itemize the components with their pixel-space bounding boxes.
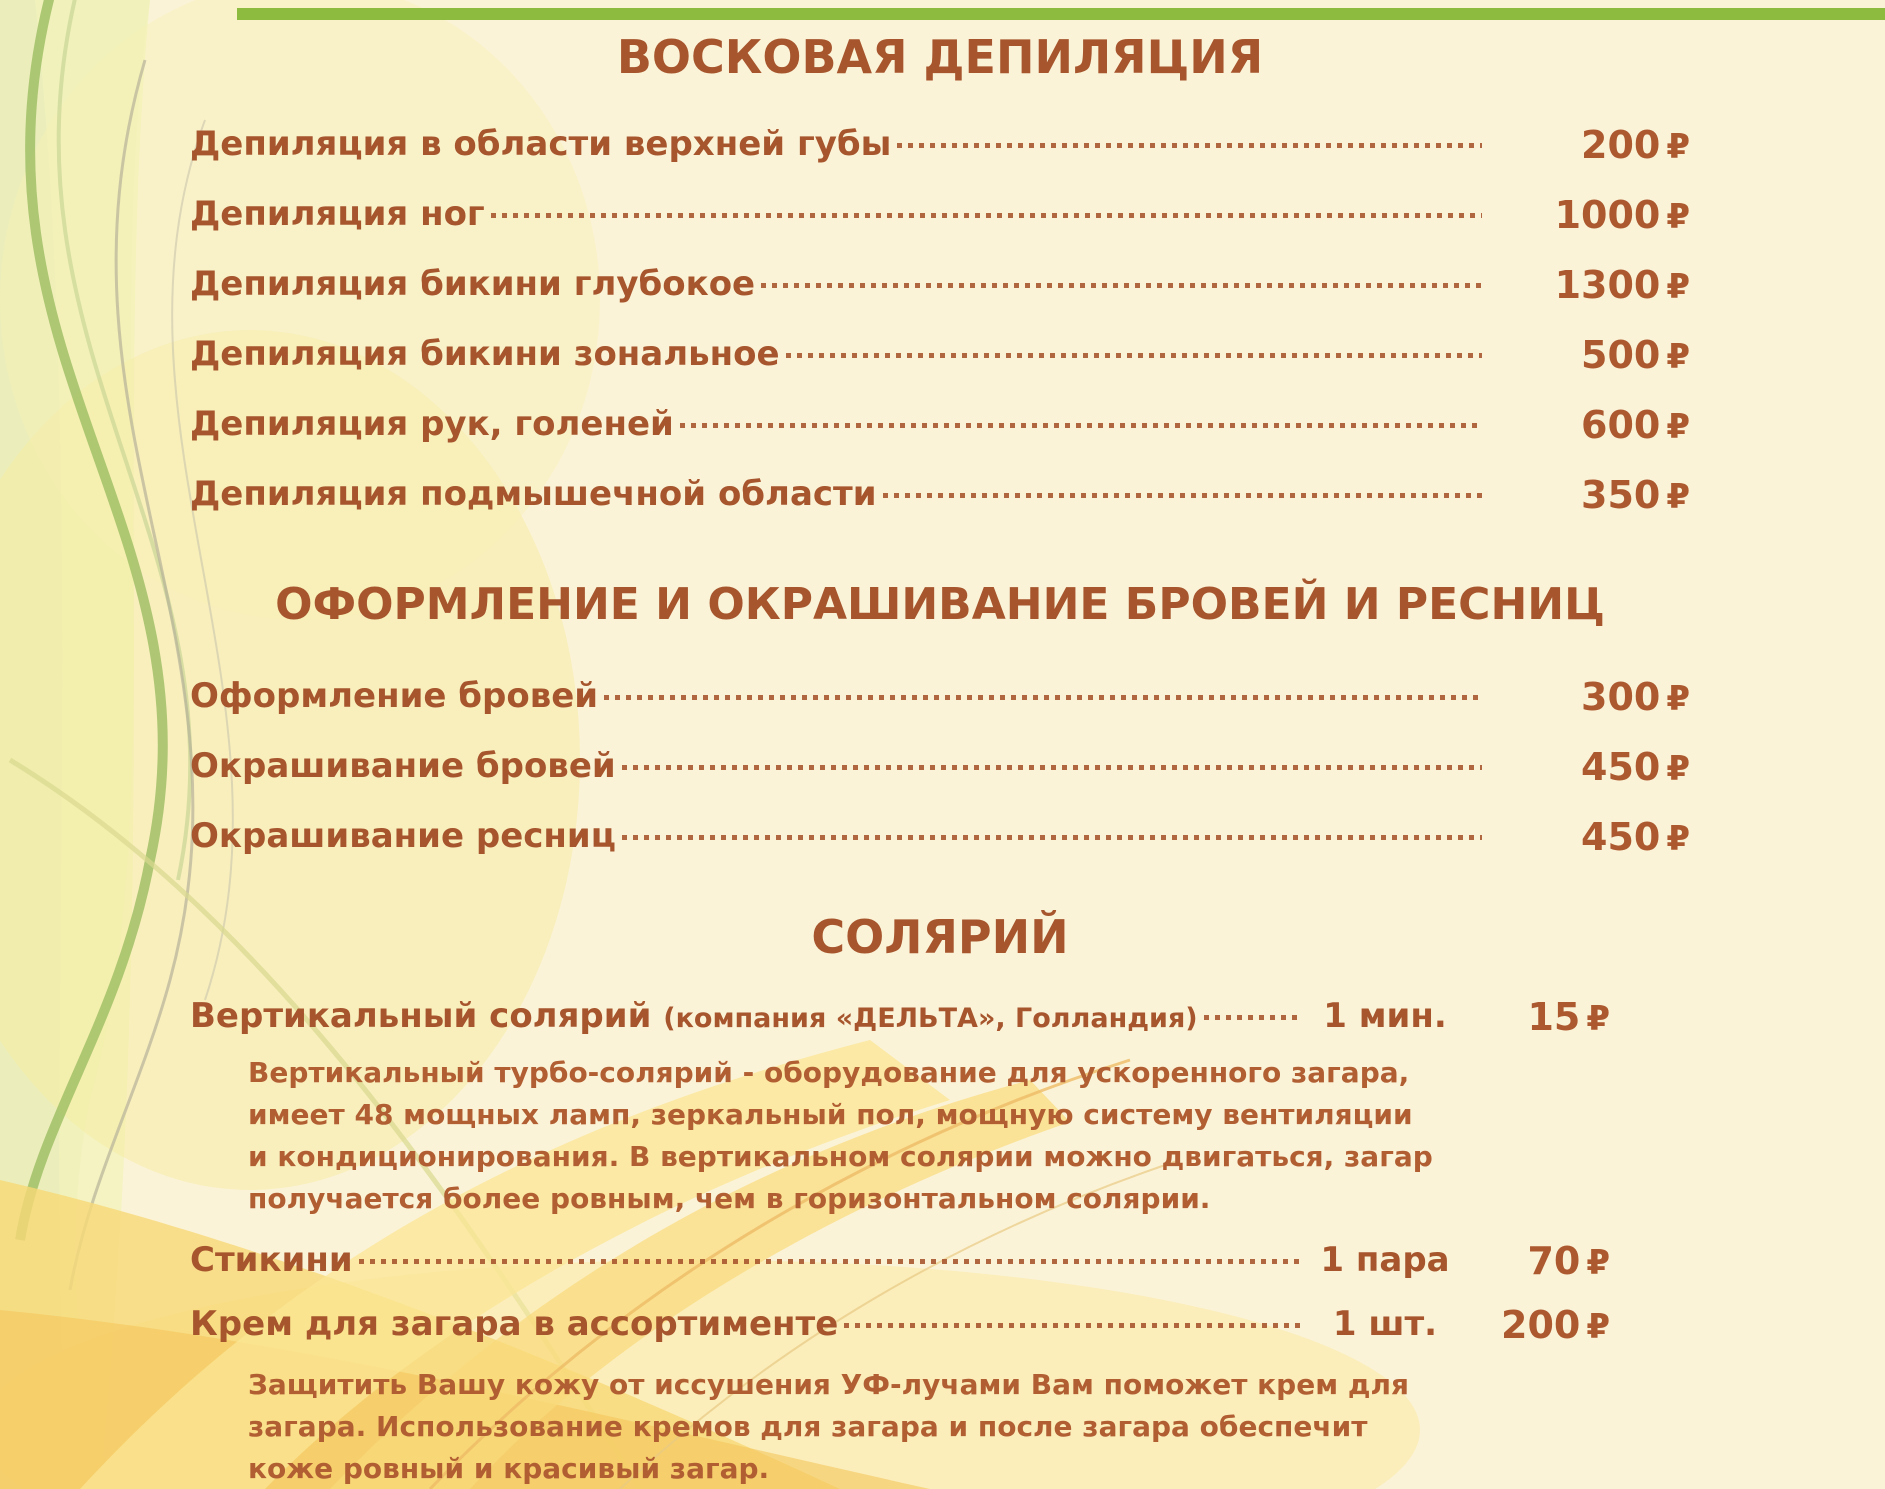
price-cell	[1490, 193, 1690, 237]
price-list-row	[190, 658, 1690, 728]
price-list-row	[190, 728, 1690, 798]
price-cell	[1490, 123, 1690, 167]
unit-cell: 1 шт.	[1332, 1304, 1438, 1344]
service-description: Вертикальный турбо-солярий - оборудование для ускоренного загара, имеет 48 мощных ламп, зеркальный пол, мощную систему вентиляции и кондиционирования. В вертикальном солярии можно двигаться, загар получается более ровным, чем в горизонтальном солярии.	[248, 1056, 1433, 1215]
dotted-leader	[1204, 1015, 1302, 1020]
service-name: Крем для загара в ассортименте	[190, 1304, 839, 1344]
price-list-row	[190, 1292, 1690, 1356]
price-value: 15	[1527, 995, 1581, 1039]
ruble-sign: ₽	[1586, 999, 1610, 1039]
dotted-leader	[680, 423, 1482, 428]
price-list-row	[190, 986, 1690, 1048]
ruble-sign: ₽	[1666, 749, 1690, 789]
service-name: Стикини	[190, 1240, 353, 1280]
service-name: Депиляция ног	[190, 194, 485, 234]
price-list-content	[190, 0, 1690, 1489]
service-name: Депиляция бикини зональное	[190, 334, 780, 374]
ruble-sign: ₽	[1666, 267, 1690, 307]
price-list-row	[190, 798, 1690, 868]
price-value: 300	[1581, 675, 1661, 719]
dotted-leader	[604, 695, 1482, 700]
price-cell	[1490, 263, 1690, 307]
price-value: 1000	[1554, 193, 1661, 237]
price-cell	[1460, 1303, 1610, 1347]
price-cell	[1460, 995, 1610, 1039]
price-list-row	[190, 386, 1690, 456]
price-value: 350	[1581, 473, 1661, 517]
price-cell	[1490, 403, 1690, 447]
price-cell	[1490, 745, 1690, 789]
dotted-leader	[786, 353, 1482, 358]
price-value: 450	[1581, 745, 1661, 789]
section-title-waxing: ВОСКОВАЯ ДЕПИЛЯЦИЯ	[616, 30, 1264, 84]
ruble-sign: ₽	[1666, 407, 1690, 447]
ruble-sign: ₽	[1666, 819, 1690, 859]
section-title-solarium: СОЛЯРИЙ	[811, 910, 1069, 964]
ruble-sign: ₽	[1586, 1307, 1610, 1347]
dotted-leader	[761, 283, 1482, 288]
service-name: Окрашивание бровей	[190, 746, 616, 786]
price-list-row	[190, 106, 1690, 176]
price-list-row	[190, 456, 1690, 526]
dotted-leader	[359, 1259, 1302, 1264]
price-value: 450	[1581, 815, 1661, 859]
price-cell	[1490, 333, 1690, 377]
price-cell	[1490, 473, 1690, 517]
brows-price-list	[190, 658, 1690, 868]
price-list-row	[190, 246, 1690, 316]
dotted-leader	[897, 143, 1482, 148]
dotted-leader	[622, 835, 1482, 840]
ruble-sign: ₽	[1586, 1243, 1610, 1283]
service-name: Депиляция рук, голеней	[190, 404, 674, 444]
dotted-leader	[883, 493, 1482, 498]
ruble-sign: ₽	[1666, 127, 1690, 167]
service-name-note: (компания «ДЕЛЬТА», Голландия)	[663, 1003, 1198, 1034]
dotted-leader	[622, 765, 1482, 770]
solarium-price-list	[190, 986, 1690, 1489]
price-cell	[1490, 815, 1690, 859]
price-cell	[1460, 1239, 1610, 1283]
ruble-sign: ₽	[1666, 679, 1690, 719]
price-cell	[1490, 675, 1690, 719]
price-value: 1300	[1554, 263, 1661, 307]
price-list-row	[190, 316, 1690, 386]
price-value: 500	[1581, 333, 1661, 377]
service-name: Оформление бровей	[190, 676, 599, 716]
waxing-price-list	[190, 106, 1690, 526]
service-description: Защитить Вашу кожу от иссушения УФ-лучами Вам поможет крем для загара. Использование кремов для загара и после загара обеспечит коже ровный и красивый загар.	[248, 1368, 1409, 1485]
service-name: Окрашивание ресниц	[190, 816, 616, 856]
price-value: 200	[1581, 123, 1661, 167]
service-name: Депиляция в области верхней губы	[190, 124, 892, 164]
ruble-sign: ₽	[1666, 477, 1690, 517]
service-name-main: Вертикальный солярий	[190, 996, 652, 1036]
price-list-row	[190, 176, 1690, 246]
price-value: 200	[1501, 1303, 1581, 1347]
price-list-row	[190, 1228, 1690, 1292]
ruble-sign: ₽	[1666, 337, 1690, 377]
ruble-sign: ₽	[1666, 197, 1690, 237]
dotted-leader	[844, 1323, 1302, 1328]
unit-cell: 1 мин.	[1323, 996, 1447, 1036]
price-value: 70	[1527, 1239, 1581, 1283]
dotted-leader	[491, 213, 1482, 218]
service-name: Депиляция бикини глубокое	[190, 264, 756, 304]
service-name: Депиляция подмышечной области	[190, 474, 877, 514]
unit-cell: 1 пара	[1320, 1240, 1450, 1280]
section-title-brows-lashes: ОФОРМЛЕНИЕ И ОКРАШИВАНИЕ БРОВЕЙ И РЕСНИЦ	[275, 579, 1605, 630]
service-name	[190, 996, 1198, 1036]
price-value: 600	[1581, 403, 1661, 447]
